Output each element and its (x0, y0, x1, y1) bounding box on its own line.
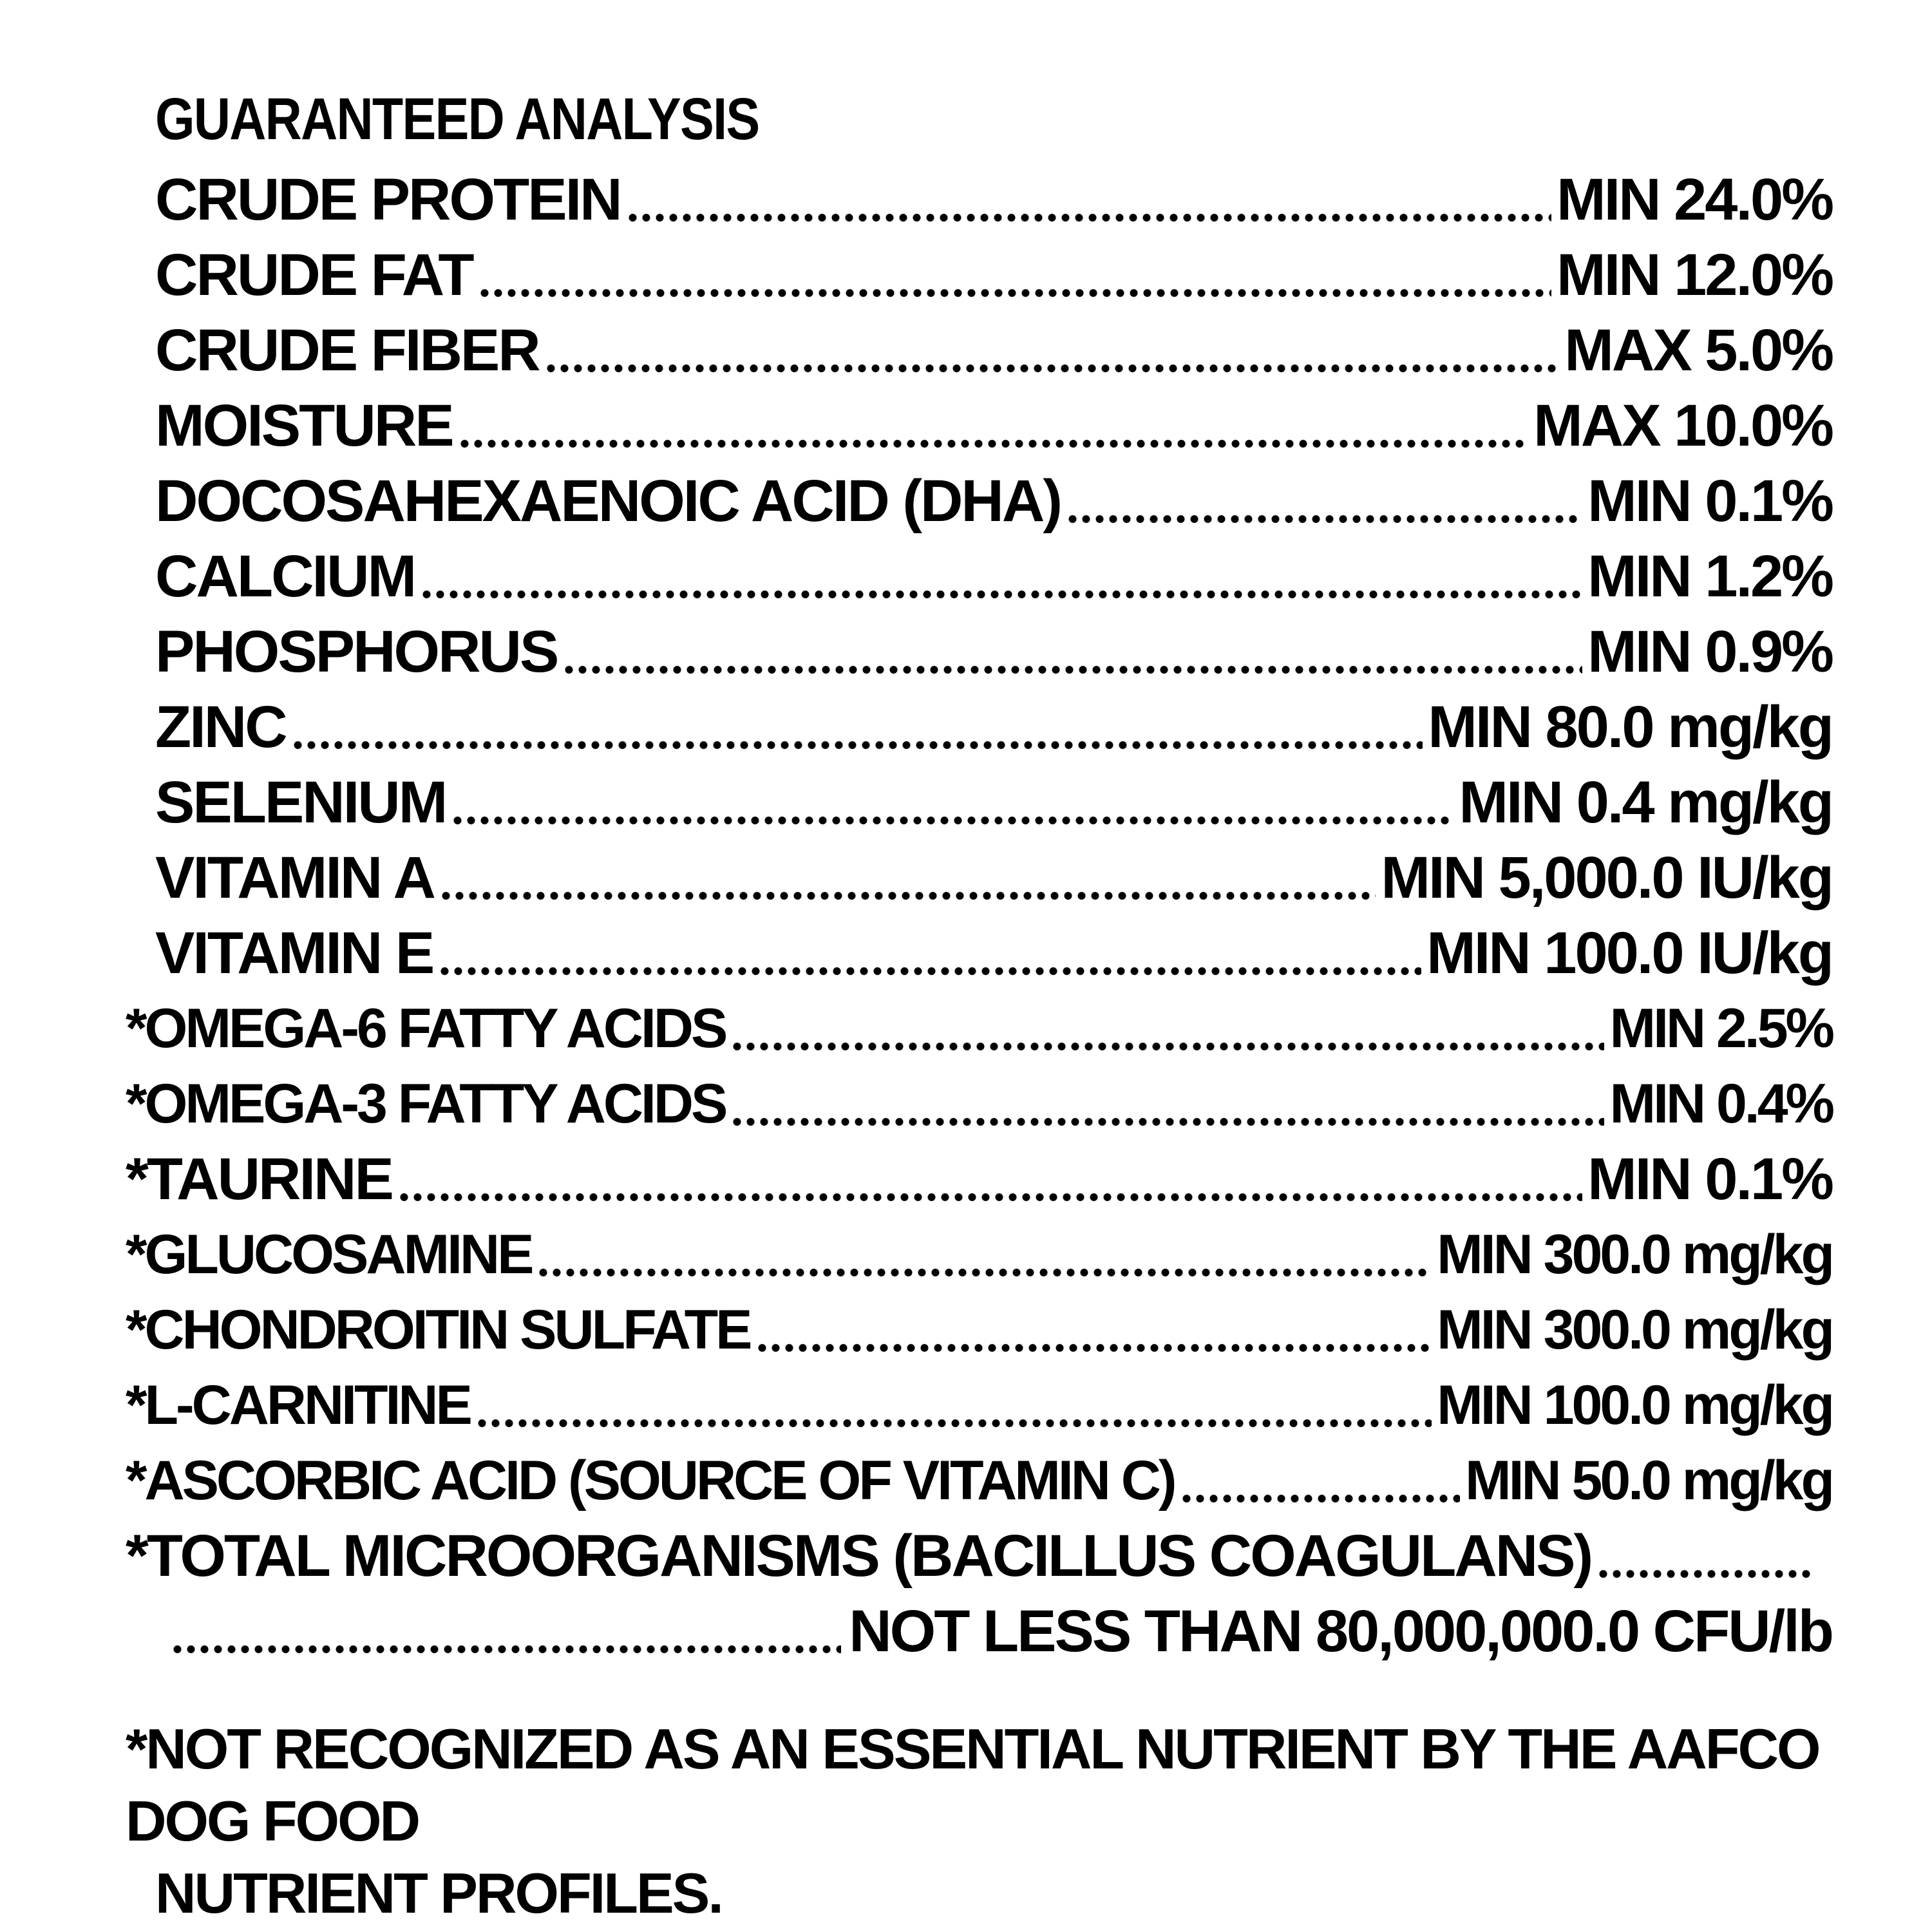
analysis-row-ascorbic-acid (126, 1445, 1832, 1516)
dot-leader (1175, 1445, 1465, 1516)
analysis-row-glucosamine (126, 1219, 1832, 1290)
dot-leader (392, 1144, 1587, 1215)
row-label: CRUDE FIBER (155, 317, 539, 383)
analysis-row-chondroitin (126, 1294, 1832, 1365)
row-label: SELENIUM (155, 770, 446, 835)
analysis-row-crude-fiber (126, 315, 1832, 386)
row-value: MIN 100.0 IU/kg (1426, 920, 1832, 986)
row-value: MIN 0.4% (1609, 1073, 1832, 1135)
dot-leader (1061, 466, 1587, 536)
analysis-row-vitamin-e (126, 918, 1832, 989)
analysis-row-taurine (126, 1144, 1832, 1215)
row-value: MIN 0.9% (1587, 619, 1832, 685)
analysis-row-omega-6 (126, 993, 1832, 1064)
analysis-title: GUARANTEED ANALYSIS (155, 86, 759, 152)
row-label: *TAURINE (126, 1146, 392, 1212)
row-label: PHOSPHORUS (155, 619, 558, 685)
analysis-row-selenium (126, 767, 1832, 838)
row-value: MIN 12.0% (1556, 242, 1832, 308)
footnote-line-1: *NOT RECOGNIZED AS AN ESSENTIAL NUTRIENT BY THE AAFCO DOG FOOD (126, 1717, 1819, 1853)
dot-leader (750, 1294, 1437, 1365)
row-value: MIN 50.0 mg/kg (1464, 1450, 1832, 1511)
dot-leader (539, 315, 1565, 386)
row-value: MIN 24.0% (1556, 167, 1832, 232)
analysis-row-l-carnitine (126, 1370, 1832, 1441)
row-label: *OMEGA-6 FATTY ACIDS (126, 998, 726, 1059)
row-value: MIN 1.2% (1587, 544, 1832, 609)
row-value: MIN 80.0 mg/kg (1428, 694, 1832, 760)
row-value: MIN 100.0 mg/kg (1437, 1374, 1832, 1436)
dot-leader (286, 692, 1428, 762)
row-label: *L-CARNITINE (126, 1374, 470, 1436)
analysis-row-continuation (171, 1596, 1832, 1667)
dot-leader (171, 1596, 849, 1667)
row-label: ZINC (155, 694, 286, 760)
row-value: MIN 300.0 mg/kg (1437, 1299, 1832, 1361)
analysis-row-calcium (126, 541, 1832, 612)
row-label: CALCIUM (155, 544, 415, 609)
dot-leader (433, 918, 1426, 989)
guaranteed-analysis-panel (126, 84, 1832, 1925)
row-label: CRUDE PROTEIN (155, 167, 621, 232)
dot-leader (470, 1370, 1437, 1441)
dot-leader (434, 842, 1381, 913)
row-label: *OMEGA-3 FATTY ACIDS (126, 1073, 726, 1135)
analysis-row-omega-3 (126, 1068, 1832, 1139)
continuation-value: NOT LESS THAN 80,000,000.0 CFU/lb (849, 1598, 1832, 1664)
dot-leader (415, 541, 1587, 612)
row-label: *GLUCOSAMINE (126, 1224, 532, 1285)
row-value: MIN 0.1% (1587, 1146, 1832, 1212)
row-value: MIN 0.1% (1587, 468, 1832, 534)
row-value: MIN 300.0 mg/kg (1437, 1224, 1832, 1285)
row-value: MIN 2.5% (1609, 998, 1832, 1059)
analysis-row-moisture (126, 390, 1832, 461)
analysis-row-crude-fat (126, 240, 1832, 310)
row-label: CRUDE FAT (155, 242, 473, 308)
row-value: MIN 0.4 mg/kg (1459, 770, 1832, 835)
row-label: DOCOSAHEXAENOIC ACID (DHA) (155, 468, 1061, 534)
dot-leader (1591, 1520, 1819, 1591)
dot-leader (446, 767, 1459, 838)
row-label: MOISTURE (155, 393, 453, 459)
row-value: MIN 5,000.0 IU/kg (1381, 845, 1832, 911)
row-label: *ASCORBIC ACID (SOURCE OF VITAMIN C) (126, 1450, 1175, 1511)
row-value: MAX 10.0% (1533, 393, 1832, 459)
dot-leader (557, 616, 1587, 687)
footnote (126, 1713, 1832, 1929)
dot-leader (725, 1068, 1609, 1139)
row-value: MAX 5.0% (1564, 317, 1832, 383)
analysis-row-zinc (126, 692, 1832, 762)
analysis-row-total-microorganisms (126, 1520, 1819, 1591)
row-label: *CHONDROITIN SULFATE (126, 1299, 750, 1361)
footnote-line-2: NUTRIENT PROFILES. (155, 1861, 722, 1925)
analysis-row-dha (126, 466, 1832, 536)
analysis-row-phosphorus (126, 616, 1832, 687)
analysis-row-vitamin-a (126, 842, 1832, 913)
row-label: VITAMIN A (155, 845, 434, 911)
dot-leader (531, 1219, 1437, 1290)
row-label: VITAMIN E (155, 920, 433, 986)
dot-leader (453, 390, 1534, 461)
analysis-row-crude-protein (126, 164, 1832, 235)
dot-leader (473, 240, 1557, 310)
dot-leader (725, 993, 1609, 1064)
dot-leader (621, 164, 1557, 235)
row-label: *TOTAL MICROORGANISMS (BACILLUS COAGULANS) (126, 1523, 1592, 1589)
